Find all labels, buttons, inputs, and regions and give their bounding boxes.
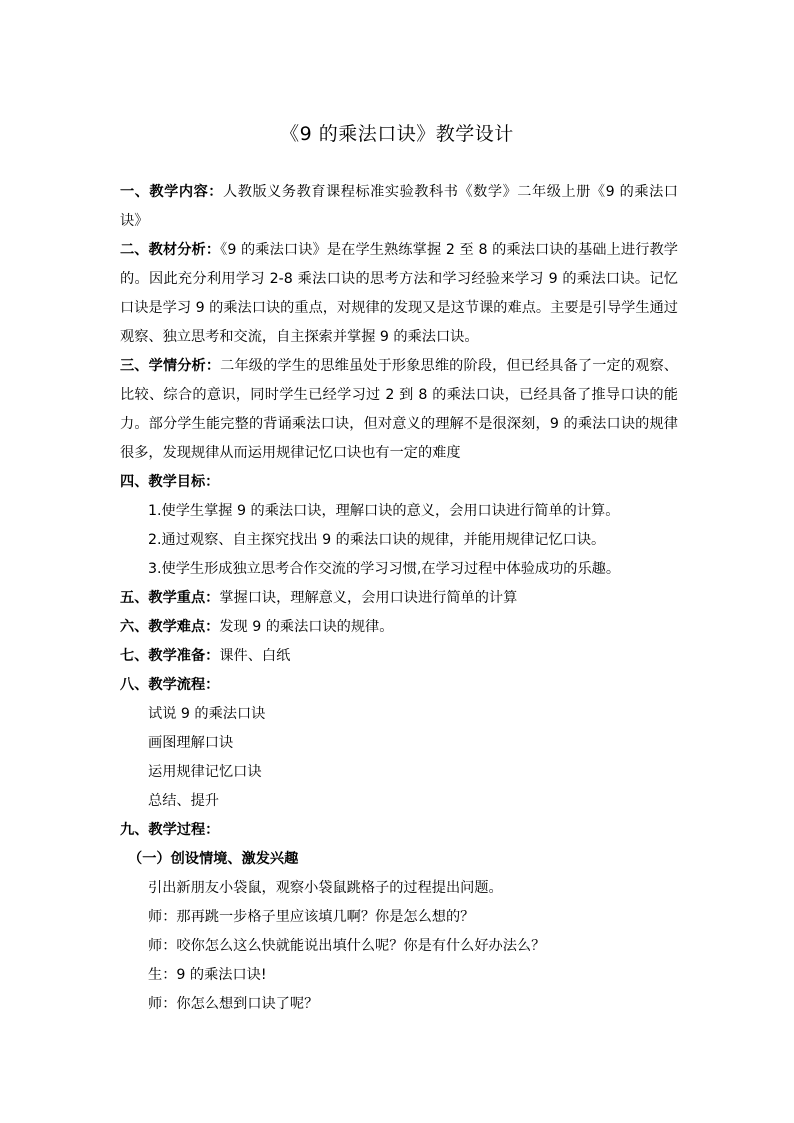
process-line: 生：9 的乘法口诀! bbox=[148, 967, 267, 983]
process-line: 师：咬你怎么这么快就能说出填什么呢？你是有什么好办法么？ bbox=[148, 938, 546, 954]
goal-item: 1.使学生掌握 9 的乘法口诀，理解口诀的意义，会用口诀进行简单的计算。 bbox=[148, 503, 620, 519]
goal-item: 3.使学生形成独立思考合作交流的学习习惯,在学习过程中体验成功的乐趣。 bbox=[148, 561, 621, 577]
section-student-analysis bbox=[120, 352, 678, 468]
flow-item: 试说 9 的乘法口诀 bbox=[148, 706, 266, 722]
process-line: 师：那再跳一步格子里应该填几啊？你是怎么想的？ bbox=[148, 909, 475, 925]
section-heading-flow: 八、教学流程： bbox=[120, 677, 220, 693]
document-body bbox=[120, 178, 678, 1019]
section-text: 《9 的乘法口诀》是在学生熟练掌握 2 至 8 的乘法口诀的基础上进行教学的。因此充分利用学习 2-8 乘法口诀的思考方法和学习经验来学习 9 的乘法口诀。记忆口诀是学习 9 的乘法口诀的重点，对规律的发现又是这节课的难点。主要是引导学生通过观察、独立思考和交流，自主探索并掌握 9 的乘法口诀。 bbox=[120, 242, 678, 345]
section-text: 人教版义务教育课程标准实验教科书《数学》二年级上册《9 的乘法口诀》 bbox=[120, 184, 678, 229]
flow-item: 运用规律记忆口诀 bbox=[148, 764, 262, 780]
section-heading: 一、教学内容： bbox=[120, 184, 224, 200]
section-heading: 二、教材分析： bbox=[120, 242, 221, 258]
section-content bbox=[120, 178, 678, 236]
flow-item: 总结、提升 bbox=[148, 793, 219, 809]
process-line: 师：你怎么想到口诀了呢？ bbox=[148, 996, 319, 1012]
section-material-analysis bbox=[120, 236, 678, 352]
section-heading: 五、教学重点： bbox=[120, 590, 220, 606]
flow-item: 画图理解口诀 bbox=[148, 735, 234, 751]
section-text: 掌握口诀，理解意义，会用口诀进行简单的计算 bbox=[219, 590, 518, 606]
section-text: 课件、白纸 bbox=[219, 648, 291, 664]
section-heading-goals: 四、教学目标： bbox=[120, 474, 220, 490]
section-text: 发现 9 的乘法口诀的规律。 bbox=[219, 619, 394, 635]
section-heading: 六、教学难点： bbox=[120, 619, 220, 635]
section-key-points bbox=[120, 584, 678, 613]
section-heading-process: 九、教学过程： bbox=[120, 822, 220, 838]
section-text: 二年级的学生的思维虽处于形象思维的阶段，但已经具备了一定的观察、比较、综合的意识，同时学生已经学习过 2 到 8 的乘法口诀，已经具备了推导口诀的能力。部分学生能完整的背诵乘法口诀，但对意义的理解不是很深刻，9 的乘法口诀的规律很多，发现规律从而运用规律记忆口诀也有一定的难度 bbox=[120, 358, 678, 461]
section-difficulties bbox=[120, 613, 678, 642]
section-heading: 三、学情分析： bbox=[120, 358, 221, 374]
process-line: 引出新朋友小袋鼠，观察小袋鼠跳格子的过程提出问题。 bbox=[148, 880, 503, 896]
document-title: 《9 的乘法口诀》教学设计 bbox=[280, 123, 514, 145]
section-preparation bbox=[120, 642, 678, 671]
goal-item: 2.通过观察、自主探究找出 9 的乘法口诀的规律，并能用规律记忆口诀。 bbox=[148, 532, 606, 548]
subsection-heading: （一）创设情境、激发兴趣 bbox=[128, 851, 299, 867]
section-heading: 七、教学准备： bbox=[120, 648, 220, 664]
